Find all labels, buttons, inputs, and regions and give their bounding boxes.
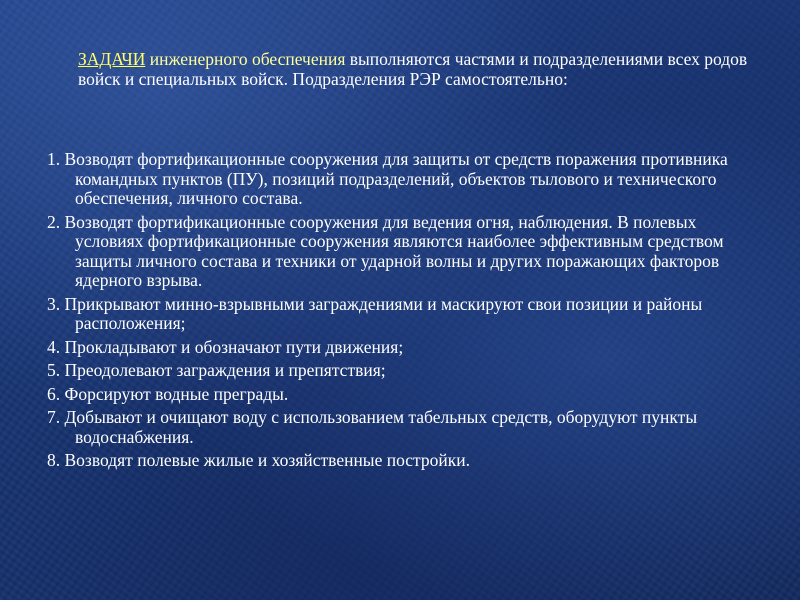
intro-keyword-2: инженерного обеспечения bbox=[149, 49, 346, 69]
intro-keyword: ЗАДАЧИ bbox=[78, 49, 146, 69]
list-item-number: 4. bbox=[47, 336, 61, 357]
list-item-number: 6. bbox=[47, 383, 61, 404]
list-item-2 bbox=[47, 213, 767, 291]
intro-text: выполняются частями и подразделениями всех родов войск и специальных войск. Подразделения РЭР самостоятельно: bbox=[78, 49, 748, 89]
list-item-text: Форсируют водные преграды. bbox=[60, 383, 289, 404]
task-list bbox=[47, 150, 767, 475]
list-item-5 bbox=[47, 361, 767, 381]
list-item-number: 5. bbox=[47, 360, 61, 380]
list-item-4 bbox=[47, 338, 767, 358]
list-item-number: 7. bbox=[47, 407, 61, 427]
list-item-number: 8. bbox=[47, 450, 61, 470]
list-item-3 bbox=[47, 295, 767, 334]
list-item-text: Преодолевают заграждения и препятствия; bbox=[60, 360, 386, 380]
list-item-6 bbox=[47, 385, 767, 405]
list-item-number: 2. bbox=[47, 211, 61, 232]
list-item-8 bbox=[47, 451, 767, 471]
list-item-7 bbox=[47, 408, 767, 447]
list-item-text: Возводят полевые жилые и хозяйственные постройки. bbox=[60, 450, 470, 470]
list-item-text: Возводят фортификационные сооружения для защиты от средств поражения противника командных пунктов (ПУ), позиций подразделений, объектов тылового и технического обеспечения, личного состава. bbox=[60, 149, 728, 208]
list-item-text: Добывают и очищают воду с использованием табельных средств, оборудуют пункты водоснабжения. bbox=[60, 407, 698, 447]
list-item-number: 1. bbox=[47, 149, 61, 169]
intro-paragraph bbox=[78, 49, 758, 89]
list-item-text: Прикрывают минно-взрывными заграждениями и маскируют свои позиции и районы расположения; bbox=[60, 293, 703, 333]
list-item-text: Возводят фортификационные сооружения для ведения огня, наблюдения. В полевых условиях фортификационные сооружения являются наиболее эффективным средством защиты личного состава и техники от ударной волны и других поражающих факторов ядерного взрыва. bbox=[60, 211, 724, 290]
list-item-text: Прокладывают и обозначают пути движения; bbox=[60, 336, 404, 357]
list-item-1 bbox=[47, 150, 767, 209]
list-item-number: 3. bbox=[47, 293, 61, 314]
